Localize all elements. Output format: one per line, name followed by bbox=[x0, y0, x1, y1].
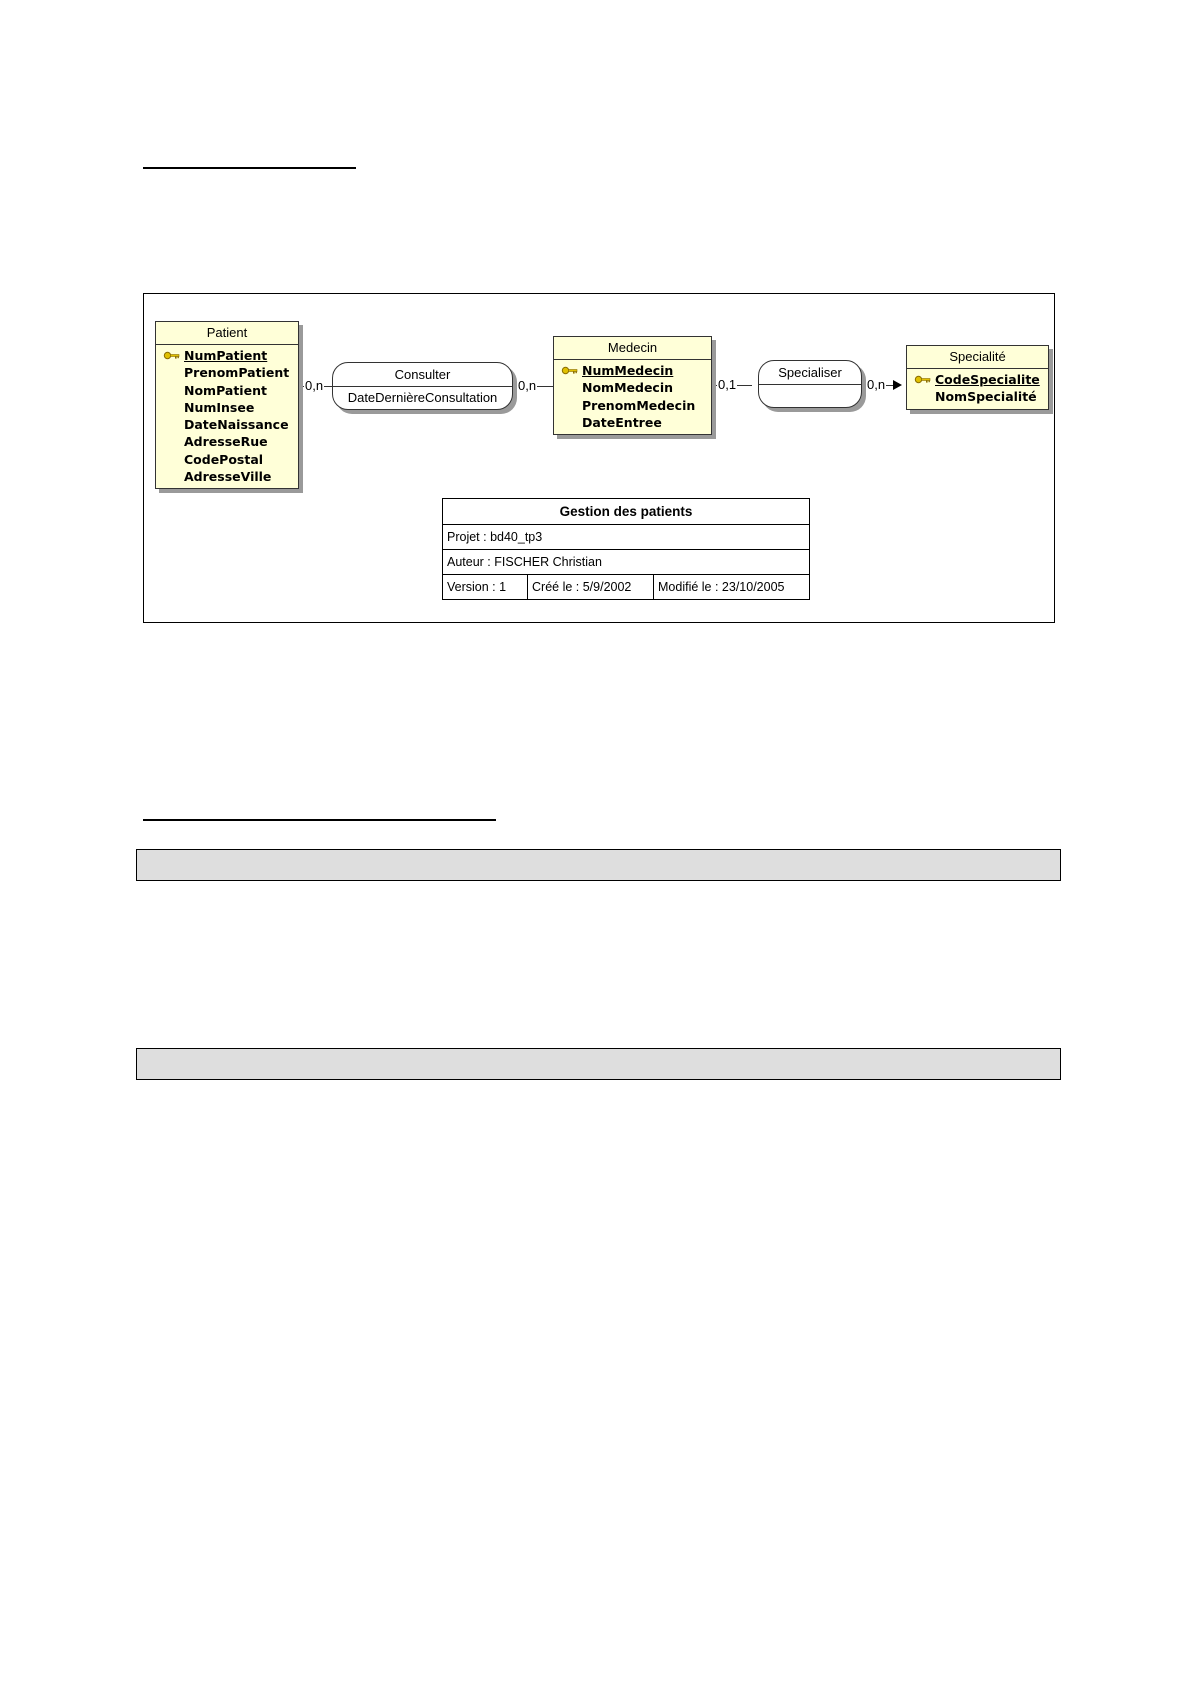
attribute: PrenomMedecin bbox=[582, 397, 696, 413]
attribute-key bbox=[156, 347, 298, 364]
title-block-version: Version : 1 bbox=[447, 580, 507, 594]
entity-title: Patient bbox=[156, 322, 298, 345]
diagram-frame bbox=[143, 293, 1055, 623]
association-attribute: DateDernièreConsultation bbox=[333, 386, 512, 410]
arrow-head-icon bbox=[893, 380, 902, 390]
cardinality-patient-consulter: 0,n bbox=[305, 378, 324, 393]
title-block-title: Gestion des patients bbox=[443, 499, 809, 525]
association-title: Consulter bbox=[394, 367, 451, 382]
title-block bbox=[442, 498, 810, 600]
attribute-key bbox=[907, 371, 1048, 388]
title-block-meta-row bbox=[443, 575, 809, 599]
entity-title: Medecin bbox=[554, 337, 711, 360]
attribute: NomSpecialité bbox=[935, 389, 1037, 405]
title-block-modified: Modifié le : 23/10/2005 bbox=[653, 575, 809, 599]
attribute: NumInsee bbox=[184, 399, 255, 415]
attribute-label: NumMedecin bbox=[582, 363, 674, 378]
attribute-key bbox=[554, 362, 711, 379]
attribute: CodePostal bbox=[184, 451, 264, 467]
attribute-label: CodeSpecialite bbox=[935, 372, 1040, 387]
association-consulter[interactable] bbox=[332, 362, 513, 410]
attribute: NomMedecin bbox=[582, 380, 674, 396]
title-block-project: Projet : bd40_tp3 bbox=[443, 525, 809, 550]
title-block-created: Créé le : 5/9/2002 bbox=[527, 575, 653, 599]
section-box-1 bbox=[136, 849, 1061, 881]
heading-rule-1 bbox=[143, 167, 356, 169]
entity-specialite[interactable] bbox=[906, 345, 1049, 410]
attribute: DateNaissance bbox=[184, 417, 289, 433]
heading-rule-2 bbox=[143, 819, 496, 821]
association-title: Specialiser bbox=[778, 365, 842, 380]
association-specialiser[interactable] bbox=[758, 360, 862, 408]
entity-medecin[interactable] bbox=[553, 336, 712, 435]
attribute-label: NumPatient bbox=[184, 348, 268, 363]
section-box-2 bbox=[136, 1048, 1061, 1080]
cardinality-specialiser-specialite: 0,n bbox=[867, 377, 886, 392]
entity-title: Specialité bbox=[907, 346, 1048, 369]
attribute: AdresseRue bbox=[184, 434, 268, 450]
cardinality-medecin-specialiser: 0,1 bbox=[718, 377, 737, 392]
attribute: PrenomPatient bbox=[184, 365, 290, 381]
key-icon bbox=[561, 366, 578, 375]
cardinality-consulter-medecin: 0,n bbox=[518, 378, 537, 393]
key-icon bbox=[163, 351, 180, 360]
entity-patient[interactable] bbox=[155, 321, 299, 489]
attribute: DateEntree bbox=[582, 414, 662, 430]
key-icon bbox=[914, 375, 931, 384]
title-block-author: Auteur : FISCHER Christian bbox=[443, 550, 809, 575]
association-divider bbox=[759, 384, 861, 385]
attribute: AdresseVille bbox=[184, 469, 272, 485]
attribute: NomPatient bbox=[184, 382, 267, 398]
